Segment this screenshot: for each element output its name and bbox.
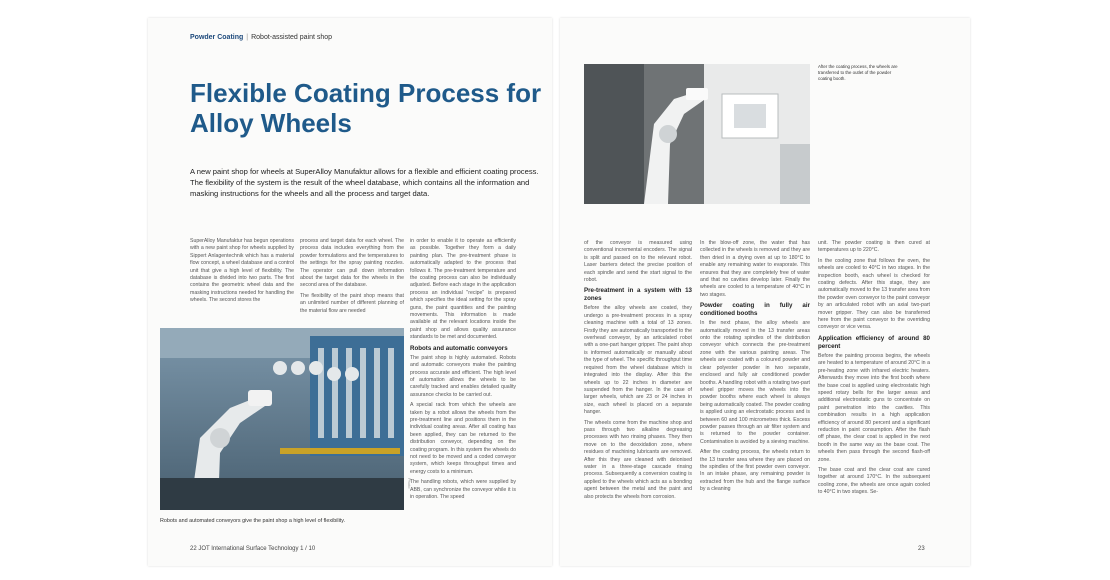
running-header: [190, 34, 332, 41]
section-heading: Application efficiency of around 80 percent: [818, 334, 930, 350]
page-footer: 22 JOT International Surface Technology 1 / 10: [190, 546, 316, 552]
paint-robot-photo-graphic: [584, 64, 810, 204]
body-paragraph: A special rack from which the wheels are taken by a robot allows the wheels from the pre-treatment line and positions them in the individual coating areas. After all coating has been applied, they can be returned to the distribution conveyor, depending on the coating program. In this system the wheels do not need to be moved and a coded conveyor system, which keeps throughput times and energy costs to a minimum.: [410, 402, 516, 475]
page-number: 23: [918, 546, 925, 552]
body-paragraph: In the blow-off zone, the water that has collected in the wheels is removed and they are then dried in a drying oven at up to 180°C to enable any remaining water to evaporate. This ensures that they are completely free of water and that no cavities develop later. Finally the wheels are cooled to a temperature of 40°C in two stages.: [700, 240, 810, 298]
right-column-2: [700, 240, 810, 497]
header-section: Powder Coating: [190, 34, 244, 41]
body-paragraph: The paint shop is highly automated. Robots and automatic conveyors make the painting process accurate and efficient. The high level of automation allows the wheels to be carefully tracked and enables detailed quality assurance checks to be carried out.: [410, 354, 516, 398]
body-paragraph: The flexibility of the paint shop means that an unlimited number of different planning of the material flow are needed: [300, 292, 404, 314]
left-column-2: [300, 238, 404, 318]
right-page: [560, 18, 970, 566]
body-paragraph: The wheels come from the machine shop and pass through two alkaline degreasing processes with two rinsing phases. They then move on to the deoxidation zone, where residues of machining lubricants are removed. After this they are cleaned with deionised water in a three-stage cascade rinsing process. Subsequently a conversion coating is applied to the wheels which acts as a bonding agent between the metal and the paint and also protects the wheels from corrosion.: [584, 419, 692, 500]
body-paragraph: Before the painting process begins, the wheels are heated to a temperature of around 20°C in a pre-heating zone with infrared electric heaters. Afterwards they move into the first booth where the base coat is applied using electrostatic high speed rotary bells for the larger areas and additional electrostatic guns to concentrate on paint penetration into the cavities. This combination results in a high application efficiency of around 80 percent and a significant reduction in paint consumption. After the flash off phase, the clear coat is applied in the next booth in the same way as the base coat. The wheels then pass through the second flash-off zone.: [818, 352, 930, 463]
robot-conveyor-photo: [160, 328, 404, 510]
header-separator: |: [246, 34, 249, 41]
photo-credit: Photo: [407, 478, 412, 489]
body-paragraph: In the next phase, the alloy wheels are automatically moved in the 13 transfer areas onto the rotating spindles of the distribution conveyor which connects the pre-treatment zone with the various painting areas. The wheels are coated with a coloured powder and clear polyester powder in two separate, enclosed and fully air conditioned powder booths. A handling robot with a rotating two-part wheel gripper moves the wheels into the powder booths where each wheel is always being automatically coated. The powder coating is applied using an electrostatic process and is between 60 and 100 micrometres thick. Excess powder passes through an air filter system and is returned to the powder container. Contamination is avoided by a sieving machine.: [700, 320, 810, 445]
body-paragraph: of the conveyor is measured using conventional incremental encoders. The signal is split and passed on to the relevant robot. Laser barriers detect the precise position of each spindle and send the start signal to the robot.: [584, 240, 692, 284]
body-paragraph: process and target data for each wheel. The process data includes everything from the powder formulations and the temperatures to the settings for the spray painting nozzles. The operator can pull down information about the target data for the wheels in the second area of the database.: [300, 238, 404, 289]
left-page: [148, 18, 552, 566]
right-column-3: [818, 240, 930, 500]
photo-caption: Robots and automated conveyors give the paint shop a high level of flexibility.: [160, 518, 346, 524]
section-heading: Pre-treatment in a system with 13 zones: [584, 287, 692, 303]
body-paragraph: unit. The powder coating is then cured at temperatures up to 220°C.: [818, 240, 930, 254]
body-paragraph: In the cooling zone that follows the oven, the wheels are cooled to 40°C in two stages. In the inspection booth, each wheel is checked for coating defects. After this stage, they are automatically moved to the 13 transfer area from the powder oven conveyor to the paint conveyor by an articulated robot with an axial two-part mover gripper. They can also be transferred here from the paint conveyor to the overriding conveyor or vice versa.: [818, 257, 930, 331]
body-paragraph: Before the alloy wheels are coated, they undergo a pre-treatment process in a spray cleaning machine with a total of 13 zones. Firstly they are automatically transported to the overhead conveyor, by an articulated robot with a one-part hanger gripper. The paint shop is informed automatically or manually about the type of wheel. The specific throughput time required from the wheel database which is integrated into the display. After this the wheels up to 22 inches in diameter are suspended from the hanger. In the case of larger wheels, which are 23 or 24 inches in size, each wheel is placed on a separate hanger.: [584, 305, 692, 416]
body-paragraph: The base coat and the clear coat are cured together at around 170°C. In the subsequent cooling zone, the wheels are once again cooled to 40°C in two stages. Se-: [818, 466, 930, 496]
paint-robot-photo: [584, 64, 810, 204]
right-column-1: [584, 240, 692, 504]
left-column-3: [410, 238, 516, 504]
section-heading: Powder coating in fully air conditioned booths: [700, 302, 810, 318]
article-lead: A new paint shop for wheels at SuperAlloy Manufaktur allows for a flexible and efficient coating process. The flexibility of the system is the result of the wheel database, which contains all the information and masking instructions for the wheels and all the process and target data.: [190, 167, 539, 198]
body-paragraph: After the coating process, the wheels return to the 13 transfer area where they are placed on the spindles of the first powder oven conveyor. In an intake phase, any remaining powder is extracted from the hub and the flange surface by a cleaning: [700, 449, 810, 493]
body-paragraph: The handling robots, which were supplied by ABB, can synchronize the conveyor while it is in operation. The speed: [410, 479, 516, 500]
robot-conveyor-photo-graphic: [160, 328, 404, 510]
header-topic: Robot-assisted paint shop: [251, 34, 333, 41]
right-photo-caption: After the coating process, the wheels are transferred to the outlet of the powder coating booth.: [818, 64, 898, 81]
body-paragraph: SuperAlloy Manufaktur has begun operations with a new paint shop for wheels supplied by Sippert Anlagentechnik which has a material flow concept, a wheel database and a control unit that give a high level of flexibility. The database is divided into two parts. The first contains the geometric wheel data and the masking instructions needed for handling the wheels. The second stores the: [190, 238, 294, 304]
article-title: Flexible Coating Process for Alloy Wheels: [190, 78, 542, 138]
left-column-1: [190, 238, 294, 308]
body-paragraph: in order to enable it to operate as efficiently as possible. Together they form a daily painting plan. The pre-treatment phase is automatically adapted to the process that follows it. The pre-treatment temperature and the coating process can also be individually adjusted. Before each stage in the application process an individual "recipe" is prepared which specifies the ideal setting for the spray guns, the paint quantities and the painting movements. This information is made available at the relevant locations inside the paint shop and allows quality assurance standards to be met and documented.: [410, 238, 516, 341]
section-heading: Robots and automatic conveyors: [410, 344, 508, 352]
